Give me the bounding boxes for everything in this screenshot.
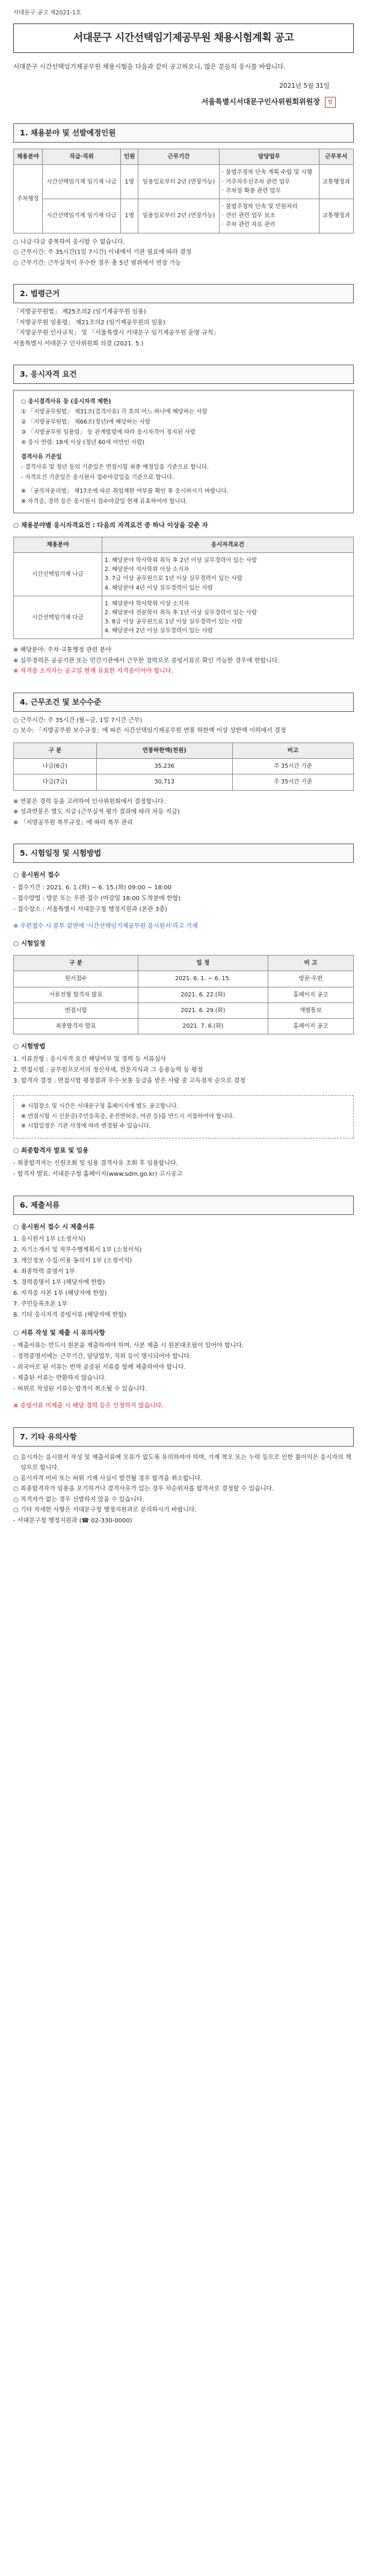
note-item: ※ 시험장소 및 시간은 서대문구청 홈페이지에 별도 공고합니다. xyxy=(21,1102,179,1110)
pay-grade-cell: 나급(6급) xyxy=(14,759,97,774)
req-field-cell: 시간선택임기제 다급 xyxy=(14,596,102,639)
method-item: 3. 합격자 결정 : 면접시험 평정결과 우수·보통 등급을 받은 사람 중 고득점자 순으로 결정 xyxy=(13,1077,245,1084)
col-header: 비 고 xyxy=(268,956,353,971)
requirements-table-header xyxy=(14,537,354,552)
duties-cell: · 불법주정차 단속 및 민원처리 · 견인 관련 업무 보조 · 주차 관련 자료 관리 xyxy=(220,199,319,233)
pay-grade-cell: 다급(7급) xyxy=(14,774,97,790)
sched-note-cell: 개별통보 xyxy=(268,1002,353,1018)
sched-date-cell: 2021. 6. 29.(화) xyxy=(138,1002,268,1018)
pay-note-cell: 주 35시간 기준 xyxy=(232,774,353,790)
table-row xyxy=(14,596,354,639)
misc-item: ○ 기타 자세한 사항은 서대문구청 행정지원과로 문의하시기 바랍니다. xyxy=(13,1507,197,1514)
document-sub-item: - 외국어로 된 서류는 번역 공증된 서류를 함께 제출하여야 합니다. xyxy=(13,1364,186,1371)
period-cell: 임용일로부터 2년 (연장가능) xyxy=(138,165,219,199)
application-lead: ○ 응시원서 접수 xyxy=(13,871,60,879)
req-field-cell: 시간선택임기제 나급 xyxy=(14,552,102,596)
eligibility-box-title: ○ 응시결격사유 등 (응시자격 제한) xyxy=(21,398,111,406)
misc-item: ○ 응시자격 미비 또는 허위 기재 사실이 발견될 경우 합격을 취소합니다. xyxy=(13,1475,203,1482)
final-item: - 합격자 발표: 서대문구청 홈페이지(www.sdm.go.kr) 고시공고 xyxy=(13,1170,183,1178)
col-header: 연봉하한액(천원) xyxy=(96,743,232,758)
sched-note-cell: 홈페이지 공고 xyxy=(268,1018,353,1034)
misc-item: ○ 최종합격자가 임용을 포기하거나 결격사유가 있는 경우 차순위자를 합격자로 결정할 수 있습니다. xyxy=(13,1486,274,1493)
document-item: 2. 자기소개서 및 직무수행계획서 1부 (소정서식) xyxy=(13,1247,142,1254)
title-box xyxy=(13,23,354,53)
sched-item-cell: 서류전형 합격자 발표 xyxy=(14,987,138,1002)
section-5-header: 5. 시험일정 및 시험방법 xyxy=(13,844,354,863)
note-item: ○ 근무시간: 주 35시간(1일 7시간) 이내에서 기관 필요에 따라 결정 xyxy=(13,249,192,256)
exam-notes-box xyxy=(13,1095,354,1138)
eligibility-item: ① 「지방공무원법」 제31조(결격사유) 각 호의 어느 하나에 해당하는 사람 xyxy=(21,409,208,416)
pay-min-cell: 30,713 xyxy=(96,774,232,790)
document-item: 1. 응시원서 1부 (소정서식) xyxy=(13,1236,86,1243)
contact-line: - 서대문구청 행정지원과 (☎ 02-330-0000) xyxy=(13,1517,132,1524)
schedule-title: ○ 시험일정 xyxy=(13,940,46,948)
law-item: 「지방공무원 임용령」 제21조의2 (임기제공무원의 임용) xyxy=(13,319,165,326)
section-1-header: 1. 채용분야 및 선발예정인원 xyxy=(13,123,354,143)
note-item: ※ 시험일정은 기관 사정에 따라 변경될 수 있습니다. xyxy=(21,1123,151,1130)
signer-name: 서울특별시서대문구인사위원회위원장 xyxy=(201,97,320,107)
schedule-table xyxy=(13,955,354,1034)
dept-cell: 교통행정과 xyxy=(319,199,353,233)
pay-note-cell: 주 35시간 기준 xyxy=(232,759,353,774)
work-conditions xyxy=(13,715,354,737)
eligibility-item: ④ 응시 연령: 18세 이상 (정년 60세 미만인 사람) xyxy=(21,439,145,446)
notice-date: 2021년 5월 31일 xyxy=(279,82,330,90)
law-list xyxy=(13,307,354,349)
documents-note: ※ 증빙서류 미제출 시 해당 경력 등은 인정하지 않습니다. xyxy=(13,1403,164,1410)
final-list xyxy=(13,1158,354,1180)
seal-stamp: 인 xyxy=(325,97,336,108)
sched-date-cell: 2021. 6. 1. ~ 6. 15. xyxy=(138,971,268,987)
document-item: 7. 주민등록초본 1부 xyxy=(13,1301,67,1308)
note-item: ※ 해당분야: 주차·교통행정 관련 분야 xyxy=(13,647,111,654)
table-row xyxy=(14,165,354,199)
note-item: ※ 자격증, 경력 등은 응시원서 접수마감일 현재 유효하여야 합니다. xyxy=(21,498,188,505)
col-header: 담당업무 xyxy=(220,149,319,165)
intro-text: 서대문구 시간선택임기제공무원 채용시험을 다음과 같이 공고하오니, 많은 분들의 응시를 바랍니다. xyxy=(13,63,286,71)
document-sub-item: - 경력증명서에는 근무기간, 담당업무, 직위 등이 명시되어야 합니다. xyxy=(13,1353,192,1361)
pay-min-cell: 35,236 xyxy=(96,759,232,774)
eligibility-list xyxy=(21,407,346,448)
col-header: 인원 xyxy=(121,149,138,165)
note-item: ※ 실무경력은 공공기관 또는 민간기관에서 근무한 경력으로 증빙서류로 확인 가능한 경우에 한합니다. xyxy=(13,657,280,664)
req-cell: 1. 해당분야 학사학위 이상 소지자 2. 해당분야 전문학사 취득 후 1년 이상 실무경력이 있는 사람 3. 8급 이상 공무원으로 1년 이상 실무경력이 있는 사람 4. 해당분야 2년 이상 실무경력이 있는 사람 xyxy=(102,596,353,639)
note-item: ※ 연봉은 경력 등을 고려하여 인사위원회에서 결정합니다. xyxy=(13,798,165,805)
schedule-table-header xyxy=(14,956,354,971)
documents-sub-title: ○ 서류 작성 및 제출 시 유의사항 xyxy=(13,1329,105,1337)
grade-cell: 시간선택임기제 임기제 다급 xyxy=(42,199,121,233)
signer xyxy=(13,96,354,108)
requirements-notes xyxy=(13,645,354,677)
final-item: - 최종합격자는 신원조회 및 임용 결격사유 조회 후 임용합니다. xyxy=(13,1160,178,1167)
table-row xyxy=(14,971,354,987)
table-row xyxy=(14,987,354,1002)
eligibility-box xyxy=(13,390,354,513)
page-title: 서대문구 시간선택임기제공무원 채용시험계획 공고 xyxy=(73,32,294,45)
table-row xyxy=(14,759,354,774)
eligibility-item: ③ 「지방공무원 임용령」 등 관계법령에 따라 응시자격이 정지된 사람 xyxy=(21,429,196,436)
documents-sub-list xyxy=(13,1341,354,1395)
note-item: ※ 「지방공무원 복무규정」에 따라 복무 관리 xyxy=(13,819,133,826)
count-cell: 1명 xyxy=(121,165,138,199)
dept-cell: 교통행정과 xyxy=(319,165,353,199)
section-7-header: 7. 기타 유의사항 xyxy=(13,1427,354,1447)
documents-list xyxy=(13,1234,354,1321)
method-title: ○ 시험방법 xyxy=(13,1043,46,1051)
table-row xyxy=(14,774,354,790)
work-hours: ○ 근무시간: 주 35시간 (월~금, 1일 7시간 근무) xyxy=(13,717,143,724)
recruit-table xyxy=(13,149,354,233)
documents-lead: ○ 응시원서 접수 시 제출서류 xyxy=(13,1223,95,1231)
law-item: 「지방공무원 인사규칙」 및 「서울특별시 서대문구 임기제공무원 운영 규칙」 xyxy=(13,330,220,337)
table-row xyxy=(14,1002,354,1018)
application-item: - 접수장소 : 서울특별시 서대문구청 행정지원과 (본관 3층) xyxy=(13,906,167,913)
section-4-header: 4. 근무조건 및 보수수준 xyxy=(13,693,354,712)
section-2-header: 2. 법령근거 xyxy=(13,284,354,303)
recruit-table-header xyxy=(14,149,354,165)
section-3-header: 3. 응시자격 요건 xyxy=(13,365,354,384)
method-item: 1. 서류전형 : 응시자격 요건 해당여부 및 경력 등 서류심사 xyxy=(13,1055,167,1063)
method-item: 2. 면접시험 : 공무원으로서의 정신자세, 전문지식과 그 응용능력 등 평정 xyxy=(13,1066,203,1073)
document-item: 4. 최종학력 증명서 1부 xyxy=(13,1268,75,1276)
col-header: 구 분 xyxy=(14,956,138,971)
exam-notes xyxy=(21,1102,346,1132)
col-header: 비고 xyxy=(232,743,353,758)
doc-number: 서대문구 공고 제2021-1호 xyxy=(13,10,82,16)
misc-item: ○ 적격자가 없는 경우 선발하지 않을 수 있습니다. xyxy=(13,1496,144,1503)
req-cell: 1. 해당분야 학사학위 취득 후 2년 이상 실무경력이 있는 사람 2. 해당분야 석사학위 이상 소지자 3. 7급 이상 공무원으로 1년 이상 실무경력이 있는 사람 4. 해당분야 4년 이상 실무경력이 있는 사람 xyxy=(102,552,353,596)
eligibility-sub-title: 결격사유 기준일 xyxy=(21,453,62,460)
pay-note: ○ 보수: 「지방공무원 보수규정」에 따른 시간선택임기제공무원 연봉 하한액 이상 상한액 이하에서 결정 xyxy=(13,727,286,735)
application-list xyxy=(13,883,354,915)
sched-item-cell: 원서접수 xyxy=(14,971,138,987)
eligibility-sub-item: - 자격요건 기준일은 응시원서 접수마감일을 기준으로 합니다. xyxy=(21,474,174,481)
document-sub-item: - 제출서류는 반드시 원본을 제출하여야 하며, 사본 제출 시 원본대조필이 있어야 합니다. xyxy=(13,1342,244,1350)
col-header: 응시자격요건 xyxy=(102,537,353,552)
period-cell: 임용일로부터 2년 (연장가능) xyxy=(138,199,219,233)
eligibility-item: ② 「지방공무원법」 제66조(정년)에 해당하는 사람 xyxy=(21,419,151,426)
final-title: ○ 최종합격자 발표 및 임용 xyxy=(13,1146,89,1154)
pay-table xyxy=(13,743,354,791)
col-header: 채용분야 xyxy=(14,537,102,552)
pay-table-header xyxy=(14,743,354,758)
requirements-table xyxy=(13,537,354,640)
misc-item: ○ 응시자는 응시원서 작성 및 제출서류에 오류가 없도록 유의하여야 하며, 기재 착오 또는 누락 등으로 인한 불이익은 응시자의 책임으로 합니다. xyxy=(13,1454,351,1472)
col-header: 채용분야 xyxy=(14,149,43,165)
col-header: 근무기간 xyxy=(138,149,219,165)
document-item: 8. 기타 응시자격 증빙서류 (해당자에 한함) xyxy=(13,1312,126,1319)
note-item: ○ 근무기간: 근무실적이 우수한 경우 총 5년 범위에서 연장 가능 xyxy=(13,259,181,267)
requirements-lead: ○ 채용분야별 응시자격요건 : 다음의 자격요건 중 하나 이상을 갖춘 자 xyxy=(13,522,208,529)
count-cell: 1명 xyxy=(121,199,138,233)
note-item: ○ 나급·다급 중복하여 응시할 수 없습니다. xyxy=(13,238,125,246)
sched-date-cell: 2021. 7. 6.(화) xyxy=(138,1018,268,1034)
eligibility-sub-item: - 결격사유 및 정년 등의 기준일은 면접시험 최종 예정일을 기준으로 합니다. xyxy=(21,463,209,471)
section-1-notes xyxy=(13,237,354,269)
table-row xyxy=(14,552,354,596)
sched-note-cell: 방문·우편 xyxy=(268,971,353,987)
note-item: ※ 「공직자윤리법」 제17조에 따른 취업제한 여부를 확인 후 응시하시기 바랍니다. xyxy=(21,487,229,495)
col-header: 직급·직위 xyxy=(42,149,121,165)
document-sub-item: - 제출된 서류는 반환하지 않습니다. xyxy=(13,1375,106,1382)
application-item: - 접수방법 : 방문 또는 우편 접수 (마감일 18:00 도착분에 한함) xyxy=(13,895,181,902)
pay-notes xyxy=(13,797,354,829)
table-row xyxy=(14,199,354,233)
sched-item-cell: 최종합격자 발표 xyxy=(14,1018,138,1034)
sched-date-cell: 2021. 6. 22.(화) xyxy=(138,987,268,1002)
col-header: 구 분 xyxy=(14,743,97,758)
note-item: ※ 성과연봉은 별도 지급 (근무실적 평가 결과에 따라 차등 지급) xyxy=(13,809,180,816)
section-6-header: 6. 제출서류 xyxy=(13,1196,354,1215)
method-list xyxy=(13,1054,354,1087)
law-item: 서울특별시 서대문구 인사위원회 의결 (2021. 5.) xyxy=(13,340,144,347)
misc-notes xyxy=(13,1453,354,1527)
sched-note-cell: 홈페이지 공고 xyxy=(268,987,353,1002)
eligibility-notes xyxy=(21,486,346,507)
field-cell: 주차행정 xyxy=(14,165,43,233)
document-item: 3. 개인정보 수집·이용 동의서 1부 (소정서식) xyxy=(13,1258,132,1265)
note-item: ※ 면접시험 시 신분증(주민등록증, 운전면허증, 여권 등)을 반드시 지참하여야 합니다. xyxy=(21,1113,235,1120)
application-item: - 접수기간 : 2021. 6. 1.(화) ~ 6. 15.(화) 09:00 ~ 18:00 xyxy=(13,884,172,891)
warning-note: ※ 자격증 소지자는 공고일 현재 유효한 자격증이어야 합니다. xyxy=(13,668,173,675)
table-row xyxy=(14,1018,354,1034)
grade-cell: 시간선택임기제 임기제 나급 xyxy=(42,165,121,199)
duties-cell: · 불법주정차 단속 계획 수립 및 시행 · 거주자우선주차 관련 업무 · 주차장 확충 관련 업무 xyxy=(220,165,319,199)
document-item: 6. 자격증 사본 1부 (해당자에 한함) xyxy=(13,1290,107,1297)
document-sub-item: - 허위로 작성된 서류는 합격이 취소될 수 있습니다. xyxy=(13,1386,147,1393)
law-item: 「지방공무원법」 제25조의2 (임기제공무원 임용) xyxy=(13,309,146,316)
application-note: ※ 우편접수 시 봉투 겉면에 '시간선택임기제공무원 응시원서'라고 기재 xyxy=(13,922,198,930)
sched-item-cell: 면접시험 xyxy=(14,1002,138,1018)
document-item: 5. 경력증명서 1부 (해당자에 한함) xyxy=(13,1279,105,1286)
col-header: 일 정 xyxy=(138,956,268,971)
eligibility-sub-list xyxy=(21,462,346,483)
col-header: 근무부서 xyxy=(319,149,353,165)
